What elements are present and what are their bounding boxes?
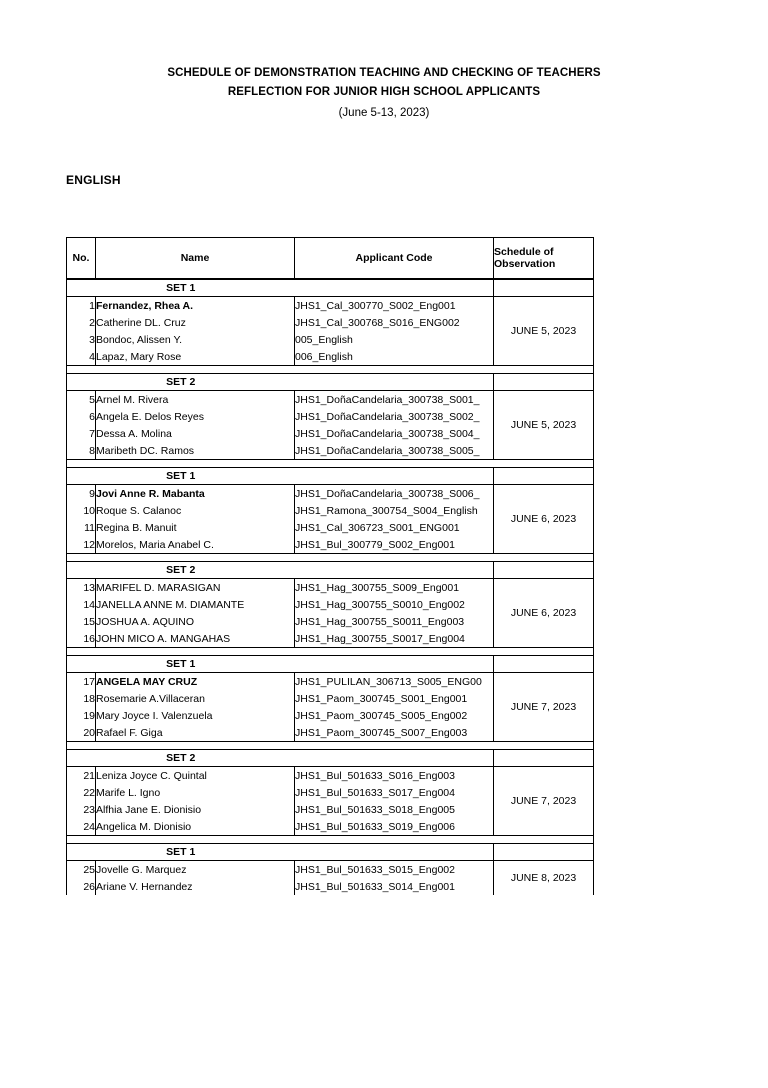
set-header-row: [67, 374, 594, 391]
cell-no: 16: [67, 630, 96, 648]
set-code-blank: [295, 374, 494, 391]
cell-applicant-code: JHS1_DoñaCandelaria_300738_S004_: [295, 425, 494, 442]
set-header-row: [67, 656, 594, 673]
cell-applicant-code: JHS1_Bul_501633_S017_Eng004: [295, 784, 494, 801]
set-code-blank: [295, 279, 494, 297]
cell-no: 20: [67, 724, 96, 742]
group-spacer-cell: [67, 554, 594, 562]
set-code-blank: [295, 562, 494, 579]
group-spacer-cell: [67, 460, 594, 468]
cell-schedule-of-observation: JUNE 7, 2023: [494, 673, 594, 742]
cell-name: Rafael F. Giga: [96, 724, 295, 742]
cell-no: 6: [67, 408, 96, 425]
cell-no: 3: [67, 331, 96, 348]
cell-name: Jovi Anne R. Mabanta: [96, 485, 295, 503]
cell-applicant-code: JHS1_Bul_501633_S019_Eng006: [295, 818, 494, 836]
cell-schedule-of-observation: JUNE 6, 2023: [494, 485, 594, 554]
cell-no: 18: [67, 690, 96, 707]
group-spacer: [67, 554, 594, 562]
table-row: [67, 673, 594, 691]
cell-no: 8: [67, 442, 96, 460]
set-schedule-blank: [494, 374, 594, 391]
cell-no: 17: [67, 673, 96, 691]
group-spacer-cell: [67, 366, 594, 374]
set-label: SET 2: [67, 562, 295, 579]
cell-applicant-code: JHS1_Paom_300745_S001_Eng001: [295, 690, 494, 707]
cell-schedule-of-observation: JUNE 5, 2023: [494, 391, 594, 460]
cell-applicant-code: JHS1_DoñaCandelaria_300738_S006_: [295, 485, 494, 503]
document-title-block: [0, 64, 768, 123]
cell-applicant-code: 006_English: [295, 348, 494, 366]
cell-no: 5: [67, 391, 96, 409]
cell-no: 9: [67, 485, 96, 503]
cell-name: Arnel M. Rivera: [96, 391, 295, 409]
header-schedule-line-1: Schedule of: [494, 246, 554, 258]
cell-name: Marife L. Igno: [96, 784, 295, 801]
set-label: SET 1: [67, 844, 295, 861]
group-spacer: [67, 836, 594, 844]
cell-name: Dessa A. Molina: [96, 425, 295, 442]
cell-name: Ariane V. Hernandez: [96, 878, 295, 895]
header-no: No.: [67, 238, 96, 280]
group-spacer: [67, 366, 594, 374]
set-code-blank: [295, 656, 494, 673]
cell-name: Roque S. Calanoc: [96, 502, 295, 519]
cell-no: 14: [67, 596, 96, 613]
set-code-blank: [295, 844, 494, 861]
set-label: SET 1: [67, 656, 295, 673]
table-row: [67, 297, 594, 315]
cell-no: 11: [67, 519, 96, 536]
cell-applicant-code: JHS1_Bul_501633_S018_Eng005: [295, 801, 494, 818]
cell-name: JOSHUA A. AQUINO: [96, 613, 295, 630]
cell-schedule-of-observation: JUNE 8, 2023: [494, 861, 594, 896]
cell-no: 7: [67, 425, 96, 442]
group-spacer: [67, 460, 594, 468]
group-spacer-cell: [67, 836, 594, 844]
cell-name: Angelica M. Dionisio: [96, 818, 295, 836]
set-schedule-blank: [494, 844, 594, 861]
cell-applicant-code: JHS1_DoñaCandelaria_300738_S001_: [295, 391, 494, 409]
cell-name: Jovelle G. Marquez: [96, 861, 295, 879]
cell-applicant-code: JHS1_DoñaCandelaria_300738_S002_: [295, 408, 494, 425]
cell-no: 25: [67, 861, 96, 879]
cell-name: Lapaz, Mary Rose: [96, 348, 295, 366]
cell-schedule-of-observation: JUNE 7, 2023: [494, 767, 594, 836]
table-row: [67, 579, 594, 597]
cell-name: JOHN MICO A. MANGAHAS: [96, 630, 295, 648]
cell-applicant-code: JHS1_Paom_300745_S007_Eng003: [295, 724, 494, 742]
subject-heading: ENGLISH: [66, 173, 121, 187]
group-spacer-cell: [67, 648, 594, 656]
group-spacer-cell: [67, 742, 594, 750]
header-schedule-line-2: Observation: [494, 258, 556, 270]
set-header-row: [67, 844, 594, 861]
document-page: [0, 64, 768, 1088]
cell-name: Fernandez, Rhea A.: [96, 297, 295, 315]
title-date-range: (June 5-13, 2023): [338, 107, 430, 119]
schedule-table: [66, 237, 594, 895]
cell-schedule-of-observation: JUNE 6, 2023: [494, 579, 594, 648]
cell-applicant-code: JHS1_Paom_300745_S005_Eng002: [295, 707, 494, 724]
cell-name: Angela E. Delos Reyes: [96, 408, 295, 425]
set-label: SET 2: [67, 750, 295, 767]
set-schedule-blank: [494, 656, 594, 673]
cell-applicant-code: JHS1_DoñaCandelaria_300738_S005_: [295, 442, 494, 460]
cell-no: 26: [67, 878, 96, 895]
set-schedule-blank: [494, 279, 594, 297]
set-label: SET 1: [67, 279, 295, 297]
cell-applicant-code: JHS1_Cal_300768_S016_ENG002: [295, 314, 494, 331]
set-header-row: [67, 750, 594, 767]
cell-name: Morelos, Maria Anabel C.: [96, 536, 295, 554]
cell-name: Leniza Joyce C. Quintal: [96, 767, 295, 785]
header-applicant-code: Applicant Code: [295, 238, 494, 280]
cell-no: 13: [67, 579, 96, 597]
cell-no: 19: [67, 707, 96, 724]
group-spacer: [67, 648, 594, 656]
cell-applicant-code: JHS1_Hag_300755_S009_Eng001: [295, 579, 494, 597]
group-spacer: [67, 742, 594, 750]
table-row: [67, 391, 594, 409]
cell-applicant-code: JHS1_Bul_501633_S016_Eng003: [295, 767, 494, 785]
set-label: SET 1: [67, 468, 295, 485]
cell-no: 15: [67, 613, 96, 630]
table-header-row: [67, 238, 594, 280]
title-line-1: SCHEDULE OF DEMONSTRATION TEACHING AND CHECKING OF TEACHERS: [167, 67, 601, 79]
cell-applicant-code: JHS1_Cal_300770_S002_Eng001: [295, 297, 494, 315]
set-header-row: [67, 468, 594, 485]
cell-no: 23: [67, 801, 96, 818]
cell-no: 24: [67, 818, 96, 836]
header-name: Name: [96, 238, 295, 280]
cell-no: 4: [67, 348, 96, 366]
set-schedule-blank: [494, 750, 594, 767]
cell-no: 2: [67, 314, 96, 331]
cell-name: JANELLA ANNE M. DIAMANTE: [96, 596, 295, 613]
cell-applicant-code: JHS1_Bul_501633_S014_Eng001: [295, 878, 494, 895]
cell-applicant-code: JHS1_Bul_501633_S015_Eng002: [295, 861, 494, 879]
set-label: SET 2: [67, 374, 295, 391]
table-row: [67, 861, 594, 879]
cell-name: MARIFEL D. MARASIGAN: [96, 579, 295, 597]
cell-applicant-code: JHS1_Hag_300755_S0017_Eng004: [295, 630, 494, 648]
table-row: [67, 767, 594, 785]
set-schedule-blank: [494, 468, 594, 485]
table-row: [67, 485, 594, 503]
set-header-row: [67, 562, 594, 579]
cell-name: Alfhia Jane E. Dionisio: [96, 801, 295, 818]
cell-no: 21: [67, 767, 96, 785]
cell-applicant-code: 005_English: [295, 331, 494, 348]
cell-applicant-code: JHS1_Hag_300755_S0011_Eng003: [295, 613, 494, 630]
title-line-2: REFLECTION FOR JUNIOR HIGH SCHOOL APPLICANTS: [227, 86, 541, 98]
cell-no: 12: [67, 536, 96, 554]
cell-no: 22: [67, 784, 96, 801]
header-schedule-of-observation: [494, 238, 594, 280]
table-body: [67, 279, 594, 895]
cell-schedule-of-observation: JUNE 5, 2023: [494, 297, 594, 366]
cell-no: 1: [67, 297, 96, 315]
cell-name: Catherine DL. Cruz: [96, 314, 295, 331]
cell-applicant-code: JHS1_PULILAN_306713_S005_ENG00: [295, 673, 494, 691]
cell-applicant-code: JHS1_Ramona_300754_S004_English: [295, 502, 494, 519]
cell-name: Mary Joyce I. Valenzuela: [96, 707, 295, 724]
set-code-blank: [295, 468, 494, 485]
cell-applicant-code: JHS1_Hag_300755_S0010_Eng002: [295, 596, 494, 613]
cell-applicant-code: JHS1_Cal_306723_S001_ENG001: [295, 519, 494, 536]
cell-no: 10: [67, 502, 96, 519]
set-schedule-blank: [494, 562, 594, 579]
set-code-blank: [295, 750, 494, 767]
cell-name: Regina B. Manuit: [96, 519, 295, 536]
set-header-row: [67, 279, 594, 297]
table-header: [67, 238, 594, 280]
cell-name: Bondoc, Alissen Y.: [96, 331, 295, 348]
cell-applicant-code: JHS1_Bul_300779_S002_Eng001: [295, 536, 494, 554]
cell-name: Rosemarie A.Villaceran: [96, 690, 295, 707]
cell-name: ANGELA MAY CRUZ: [96, 673, 295, 691]
cell-name: Maribeth DC. Ramos: [96, 442, 295, 460]
